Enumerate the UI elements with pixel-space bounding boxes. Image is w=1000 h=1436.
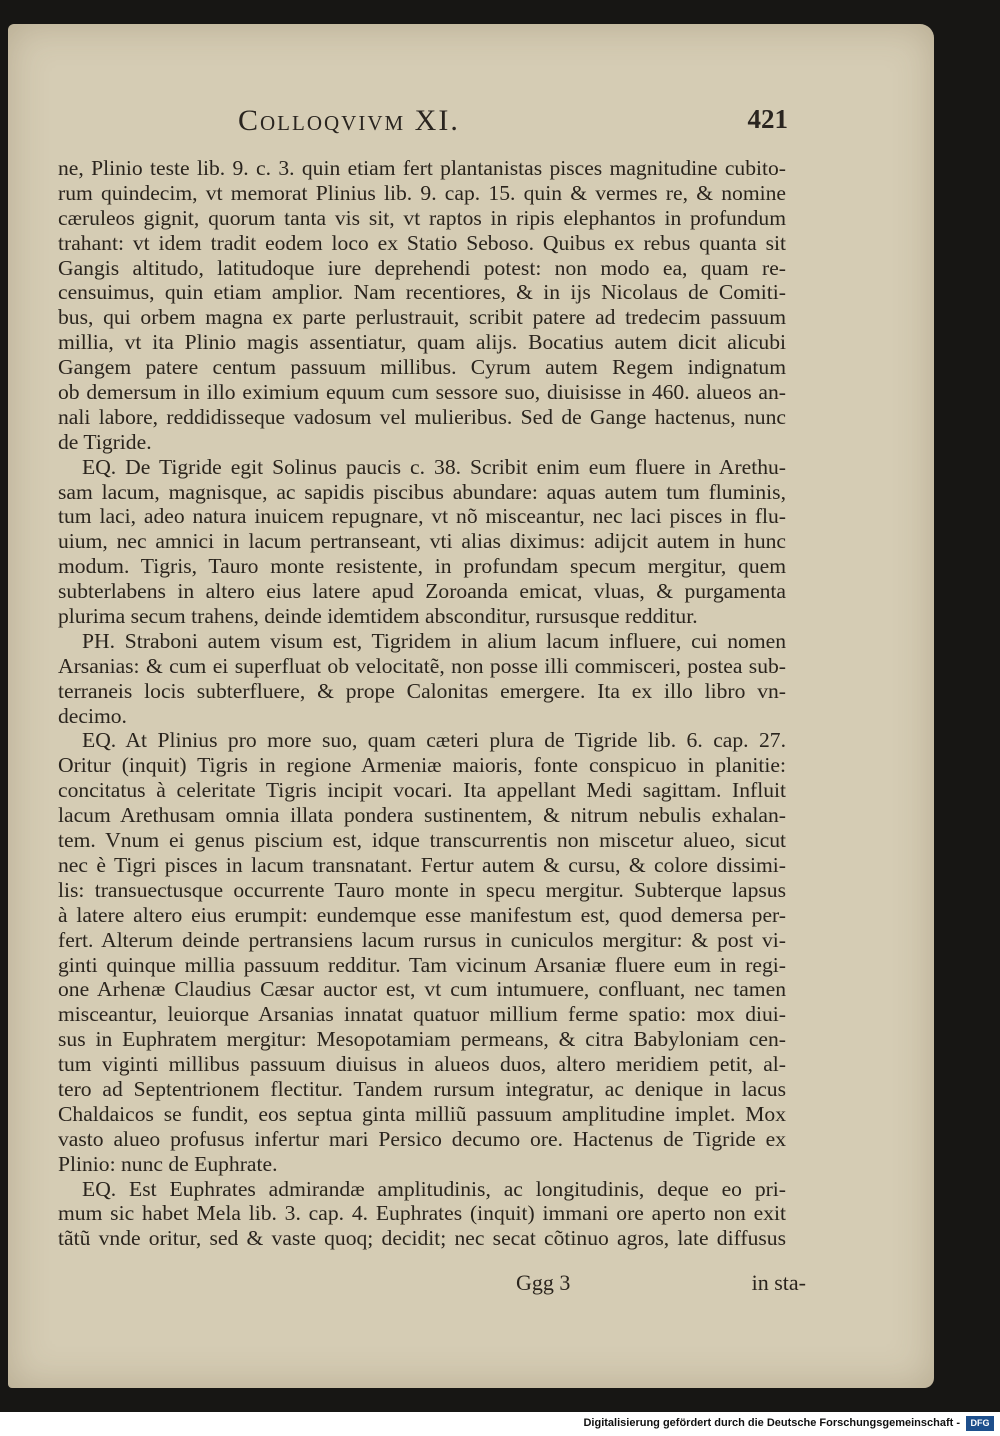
text-line: EQ. At Plinius pro more suo, quam cæteri plura de Tigride lib. 6. cap. 27. bbox=[82, 728, 786, 753]
text-line: subterlabens in altero eius latere apud Zoroanda emicat, vluas, & purgamenta bbox=[58, 579, 786, 604]
text-line: sam lacum, magnisque, ac sapidis piscibus abundare: aquas autem tum fluminis, bbox=[58, 479, 786, 504]
text-line: uium, nec amnici in lacum pertranseant, vti alias diximus: adijcit autem in hunc bbox=[58, 529, 786, 554]
text-line: tum laci, adeo natura inuicem repugnare, vt nõ misceantur, nec laci pisces in flu- bbox=[58, 504, 786, 529]
text-line: mum sic habet Mela lib. 3. cap. 4. Euphrates (inquit) immani ore aperto non exit bbox=[58, 1201, 786, 1226]
text-line: bus, qui orbem magna ex parte perlustrauit, scribit patere ad tredecim passuum bbox=[58, 305, 786, 330]
text-line: vasto alueo profusus infertur mari Persico decumo ore. Hactenus de Tigride ex bbox=[58, 1126, 786, 1151]
running-head bbox=[238, 104, 788, 144]
catchword: in sta- bbox=[751, 1270, 806, 1295]
text-line: EQ. De Tigride egit Solinus paucis c. 38. Scribit enim eum fluere in Arethu- bbox=[82, 454, 786, 479]
text-line: trahant: vt idem tradit eodem loco ex Statio Seboso. Quibus ex rebus quanta sit bbox=[58, 230, 786, 255]
text-line: one Arhenæ Claudius Cæsar auctor est, vt cum intumuere, confluant, nec tamen bbox=[58, 977, 786, 1002]
text-line: tero ad Septentrionem flectitur. Tandem rursum integratur, ac denique in lacus bbox=[58, 1076, 786, 1101]
text-line: ob demersum in illo eximium equum cum sessore suo, diuisisse in 460. alueos an- bbox=[58, 380, 786, 405]
page-number: 421 bbox=[747, 104, 788, 134]
text-line: decimo. bbox=[58, 703, 127, 728]
text-line: censuimus, quin etiam amplior. Nam recentiores, & in ijs Nicolaus de Comiti- bbox=[58, 280, 786, 305]
text-line: rum quindecim, vt memorat Plinius lib. 9. cap. 15. quin & vermes re, & nomine bbox=[58, 180, 786, 205]
text-line: tãtũ vnde oritur, sed & vaste quoq; decidit; nec secat cõtinuo agros, late diffusus bbox=[58, 1226, 786, 1251]
text-line: lis: transuectusque occurrente Tauro monte in specu mergitur. Subterque lapsus bbox=[58, 877, 786, 902]
text-line: ginti quinque millia passuum redditur. Tam vicinum Arsaniæ fluere eum in regi- bbox=[58, 952, 786, 977]
text-line: ne, Plinio teste lib. 9. c. 3. quin etiam fert plantanistas pisces magnitudine cubito- bbox=[58, 156, 786, 180]
dfg-logo: DFG bbox=[966, 1416, 994, 1431]
text-line: fert. Alterum deinde pertransiens lacum rursus in cuniculos mergitur: & post vi- bbox=[58, 927, 786, 952]
book-page bbox=[8, 24, 934, 1388]
text-line: Gangis altitudo, latitudoque iure deprehendi potest: non modo ea, quam re- bbox=[58, 255, 786, 280]
credit-bar bbox=[0, 1412, 1000, 1436]
text-line: PH. Straboni autem visum est, Tigridem in alium lacum influere, cui nomen bbox=[82, 628, 786, 653]
text-line: à latere altero eius erumpit: eundemque esse manifestum est, quod demersa per- bbox=[58, 902, 786, 927]
text-line: concitatus à celeritate Tigris incipit vocari. Ita appellant Medi sagittam. Influit bbox=[58, 778, 786, 803]
text-line: millia, vt ita Plinio magis assentiatur, quam alijs. Bocatius autem dicit alicubi bbox=[58, 330, 786, 355]
text-line: nali labore, reddidisseque vadosum vel mulieribus. Sed de Gange hactenus, nunc bbox=[58, 404, 786, 429]
text-line: EQ. Est Euphrates admirandæ amplitudinis, ac longitudinis, deque eo pri- bbox=[82, 1176, 786, 1201]
text-line: Gangem patere centum passuum millibus. Cyrum autem Regem indignatum bbox=[58, 355, 786, 380]
text-line: misceantur, leuiorque Arsanias innatat quatuor millium ferme spatio: mox diui- bbox=[58, 1002, 786, 1027]
text-line: de Tigride. bbox=[58, 429, 152, 454]
text-line: sus in Euphratem mergitur: Mesopotamiam permeans, & citra Babyloniam cen- bbox=[58, 1027, 786, 1052]
text-line: tum viginti millibus passuum diuisus in alueos duos, altero meridiem petit, al- bbox=[58, 1052, 786, 1077]
signature-mark: Ggg 3 bbox=[516, 1270, 571, 1295]
running-head-title: Colloqvivm XI. bbox=[238, 104, 460, 137]
text-line: Chaldaicos se fundit, eos septua ginta milliũ passuum amplitudine implet. Mox bbox=[58, 1101, 786, 1126]
text-line: Plinio: nunc de Euphrate. bbox=[58, 1151, 278, 1176]
text-line: lacum Arethusam omnia illata pondera sustinentem, & nitrum nebulis exhalan- bbox=[58, 803, 786, 828]
text-line: cæruleos gignit, quorum tanta vis sit, vt raptos in ripis elephantos in profundum bbox=[58, 205, 786, 230]
text-line: tem. Vnum ei genus piscium est, idque transcurrentis non miscetur alueo, sicut bbox=[58, 828, 786, 853]
text-line: plurima secum trahens, deinde idemtidem absconditur, rursusque redditur. bbox=[58, 604, 698, 629]
main-text bbox=[58, 156, 786, 1251]
page-footer bbox=[516, 1270, 806, 1298]
text-line: nec è Tigri pisces in lacum transnatant. Fertur autem & cursu, & colore dissimi- bbox=[58, 852, 786, 877]
text-line: terraneis locis subterfluere, & prope Calonitas emergere. Ita ex illo libro vn- bbox=[58, 678, 786, 703]
text-line: Arsanias: & cum ei superfluat ob velocitatẽ, non posse illi commisceri, postea sub- bbox=[58, 653, 786, 678]
funding-credit: Digitalisierung gefördert durch die Deutsche Forschungsgemeinschaft - bbox=[583, 1417, 960, 1429]
text-line: modum. Tigris, Tauro monte resistente, in profundam specum mergitur, quem bbox=[58, 554, 786, 579]
text-line: Oritur (inquit) Tigris in regione Armeniæ maioris, fonte conspicuo in planitie: bbox=[58, 753, 786, 778]
